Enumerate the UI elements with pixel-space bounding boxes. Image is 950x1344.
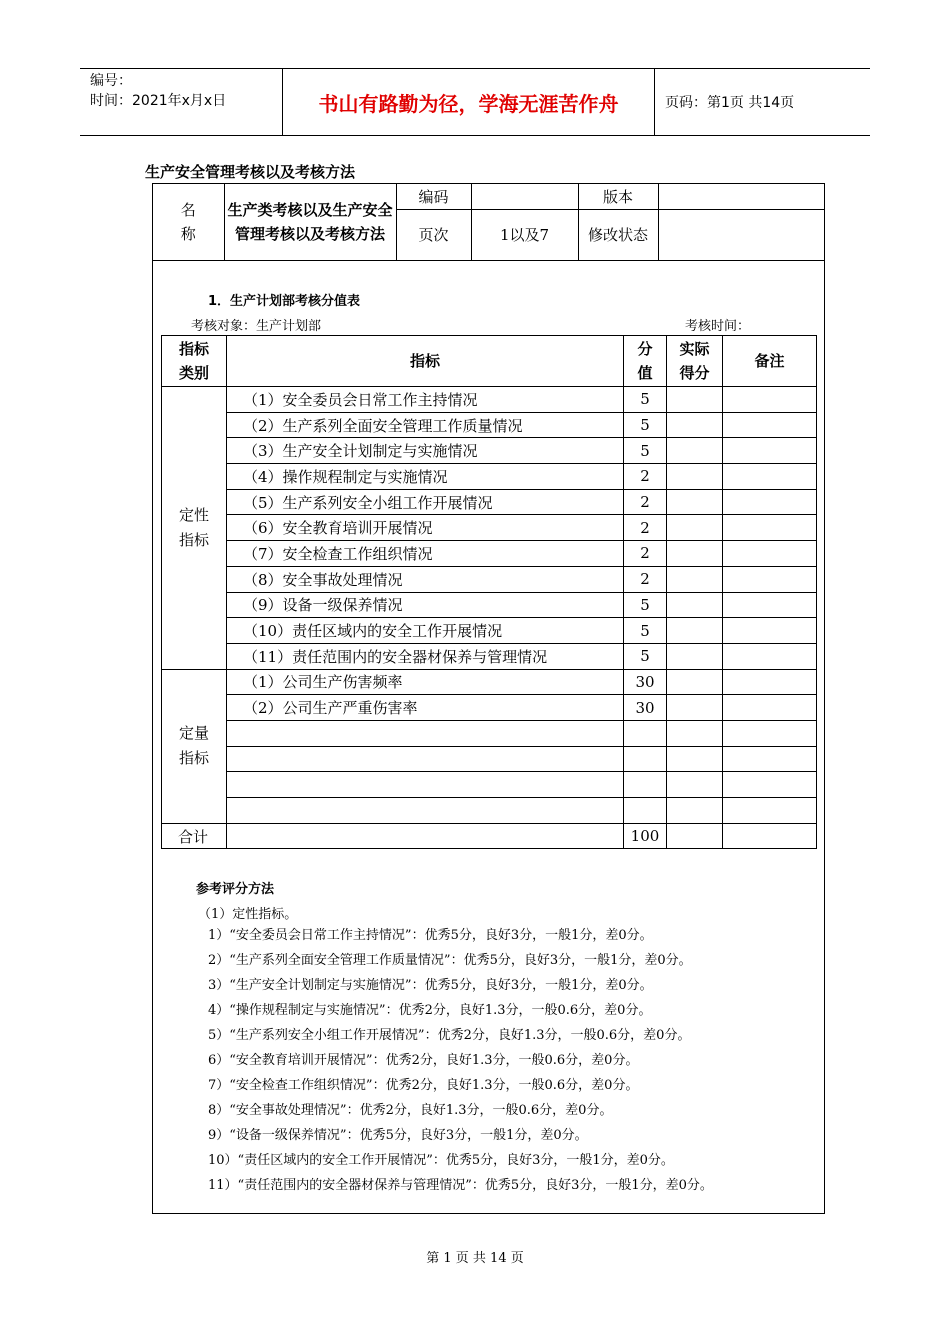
- method-subtitle: （1）定性指标。: [198, 907, 298, 922]
- score-cell: [624, 798, 667, 824]
- indicator-cell: （11）责任范围内的安全器材保养与管理情况: [227, 643, 624, 669]
- note-cell: [723, 695, 817, 721]
- actual-score-cell: [667, 489, 723, 515]
- indicator-cell: （2）公司生产严重伤害率: [227, 695, 624, 721]
- method-item: 8）“安全事故处理情况”：优秀2分，良好1.3分，一般0.6分，差0分。: [208, 1103, 613, 1118]
- document-frame: [152, 183, 825, 1214]
- number-label: 编号：: [90, 73, 132, 89]
- score-cell: 5: [624, 412, 667, 438]
- method-item: 3）“生产安全计划制定与实施情况”：优秀5分，良好3分，一般1分，差0分。: [208, 978, 653, 993]
- score-cell: 2: [624, 515, 667, 541]
- note-cell: [723, 592, 817, 618]
- score-cell: 30: [624, 669, 667, 695]
- note-cell: [723, 387, 817, 413]
- info-name-label: 名称: [153, 184, 224, 260]
- category-label: 定性指标: [178, 505, 209, 549]
- table-row: [162, 412, 817, 438]
- indicator-cell: （6）安全教育培训开展情况: [227, 515, 624, 541]
- info-revision-label: 修改状态: [578, 209, 658, 260]
- indicator-cell: [227, 772, 624, 798]
- table-row: [162, 746, 817, 772]
- indicator-cell: [227, 746, 624, 772]
- note-cell: [723, 541, 817, 567]
- category-cell: [162, 669, 227, 823]
- note-cell: [723, 489, 817, 515]
- category-label: 定量指标: [178, 724, 209, 768]
- total-actual-cell: [667, 823, 723, 849]
- indicator-cell: （7）安全检查工作组织情况: [227, 541, 624, 567]
- table-row: [162, 464, 817, 490]
- method-item: 6）“安全教育培训开展情况”：优秀2分，良好1.3分，一般0.6分，差0分。: [208, 1053, 639, 1068]
- actual-score-cell: [667, 720, 723, 746]
- info-code-label: 编码: [396, 184, 471, 209]
- actual-score-cell: [667, 798, 723, 824]
- note-cell: [723, 412, 817, 438]
- score-cell: 5: [624, 387, 667, 413]
- indicator-cell: （9）设备一级保养情况: [227, 592, 624, 618]
- table-row: [162, 720, 817, 746]
- actual-score-cell: [667, 387, 723, 413]
- indicator-cell: （1）公司生产伤害频率: [227, 669, 624, 695]
- table-row: [162, 592, 817, 618]
- score-cell: [624, 720, 667, 746]
- score-cell: [624, 772, 667, 798]
- header-category: 指标类别: [162, 336, 227, 387]
- score-cell: 5: [624, 618, 667, 644]
- note-cell: [723, 669, 817, 695]
- table-row: [162, 643, 817, 669]
- date-label: 时间：2021年x月x日: [90, 93, 227, 109]
- note-cell: [723, 515, 817, 541]
- document-info-table: [153, 184, 824, 261]
- actual-score-cell: [667, 438, 723, 464]
- total-label: 合计: [162, 823, 227, 849]
- note-cell: [723, 720, 817, 746]
- info-pages-label: 页次: [396, 209, 471, 260]
- table-row: [162, 695, 817, 721]
- note-cell: [723, 464, 817, 490]
- note-cell: [723, 746, 817, 772]
- score-cell: [624, 746, 667, 772]
- score-cell: 5: [624, 592, 667, 618]
- actual-score-cell: [667, 643, 723, 669]
- indicator-cell: [227, 720, 624, 746]
- actual-score-cell: [667, 695, 723, 721]
- score-cell: 5: [624, 438, 667, 464]
- method-list: [208, 927, 713, 1202]
- method-item: 4）“操作规程制定与实施情况”：优秀2分，良好1.3分，一般0.6分，差0分。: [208, 1003, 652, 1018]
- assessment-time: 考核时间：: [685, 319, 751, 334]
- header-indicator: 指标: [227, 336, 624, 387]
- table-row: [162, 438, 817, 464]
- total-note-cell: [723, 823, 817, 849]
- info-version-value: [658, 184, 824, 209]
- indicator-cell: （10）责任区域内的安全工作开展情况: [227, 618, 624, 644]
- actual-score-cell: [667, 515, 723, 541]
- note-cell: [723, 566, 817, 592]
- assessment-target: 考核对象：生产计划部: [191, 319, 322, 334]
- actual-score-cell: [667, 746, 723, 772]
- info-revision-value: [658, 209, 824, 260]
- total-row: [162, 823, 817, 849]
- score-cell: 2: [624, 489, 667, 515]
- actual-score-cell: [667, 566, 723, 592]
- info-name-value: 生产类考核以及生产安全管理考核以及考核方法: [224, 184, 396, 260]
- indicator-cell: （1）安全委员会日常工作主持情况: [227, 387, 624, 413]
- method-item: 5）“生产系列安全小组工作开展情况”：优秀2分，良好1.3分，一般0.6分，差0分。: [208, 1028, 691, 1043]
- actual-score-cell: [667, 772, 723, 798]
- category-cell: [162, 387, 227, 670]
- indicator-cell: （8）安全事故处理情况: [227, 566, 624, 592]
- note-cell: [723, 643, 817, 669]
- actual-score-cell: [667, 618, 723, 644]
- method-item: 1）“安全委员会日常工作主持情况”：优秀5分，良好3分，一般1分，差0分。: [208, 928, 653, 943]
- note-cell: [723, 438, 817, 464]
- table-row: [162, 489, 817, 515]
- table-row: [162, 618, 817, 644]
- score-cell: 5: [624, 643, 667, 669]
- header-actual: 实际得分: [667, 336, 723, 387]
- actual-score-cell: [667, 541, 723, 567]
- actual-score-cell: [667, 464, 723, 490]
- note-cell: [723, 618, 817, 644]
- document-title: 生产安全管理考核以及考核方法: [145, 163, 356, 181]
- header-page-info: 页码：第1页 共14页: [665, 95, 795, 111]
- note-cell: [723, 798, 817, 824]
- table-row: [162, 515, 817, 541]
- header-left: [80, 69, 283, 135]
- table-row: [162, 669, 817, 695]
- table-row: [162, 772, 817, 798]
- page-header: [80, 68, 870, 136]
- info-version-label: 版本: [578, 184, 658, 209]
- score-cell: 2: [624, 566, 667, 592]
- header-note: 备注: [723, 336, 817, 387]
- method-title: 参考评分方法: [196, 882, 275, 897]
- note-cell: [723, 772, 817, 798]
- indicator-cell: [227, 798, 624, 824]
- method-item: 11）“责任范围内的安全器材保养与管理情况”：优秀5分，良好3分，一般1分，差0分。: [208, 1178, 713, 1193]
- info-code-value: [471, 184, 578, 209]
- indicator-cell: （2）生产系列全面安全管理工作质量情况: [227, 412, 624, 438]
- method-item: 10）“责任区域内的安全工作开展情况”：优秀5分，良好3分，一般1分，差0分。: [208, 1153, 674, 1168]
- indicator-cell: （5）生产系列安全小组工作开展情况: [227, 489, 624, 515]
- actual-score-cell: [667, 592, 723, 618]
- table-row: [162, 541, 817, 567]
- score-cell: 30: [624, 695, 667, 721]
- method-item: 2）“生产系列全面安全管理工作质量情况”：优秀5分，良好3分，一般1分，差0分。: [208, 953, 692, 968]
- method-item: 7）“安全检查工作组织情况”：优秀2分，良好1.3分，一般0.6分，差0分。: [208, 1078, 639, 1093]
- actual-score-cell: [667, 412, 723, 438]
- header-slogan: 书山有路勤为径，学海无涯苦作舟: [283, 69, 655, 135]
- score-cell: 2: [624, 541, 667, 567]
- score-cell: 2: [624, 464, 667, 490]
- indicator-cell: （4）操作规程制定与实施情况: [227, 464, 624, 490]
- header-score: 分值: [624, 336, 667, 387]
- table-row: [162, 798, 817, 824]
- score-table: [161, 335, 817, 849]
- method-item: 9）“设备一级保养情况”：优秀5分，良好3分，一般1分，差0分。: [208, 1128, 588, 1143]
- info-pages-value: 1以及7: [471, 209, 578, 260]
- actual-score-cell: [667, 669, 723, 695]
- section-title: 1．生产计划部考核分值表: [208, 294, 361, 309]
- table-row: [162, 566, 817, 592]
- indicator-cell: （3）生产安全计划制定与实施情况: [227, 438, 624, 464]
- total-score: 100: [624, 823, 667, 849]
- page-footer: 第 1 页 共 14 页: [426, 1251, 524, 1266]
- table-row: [162, 387, 817, 413]
- total-indicator-cell: [227, 823, 624, 849]
